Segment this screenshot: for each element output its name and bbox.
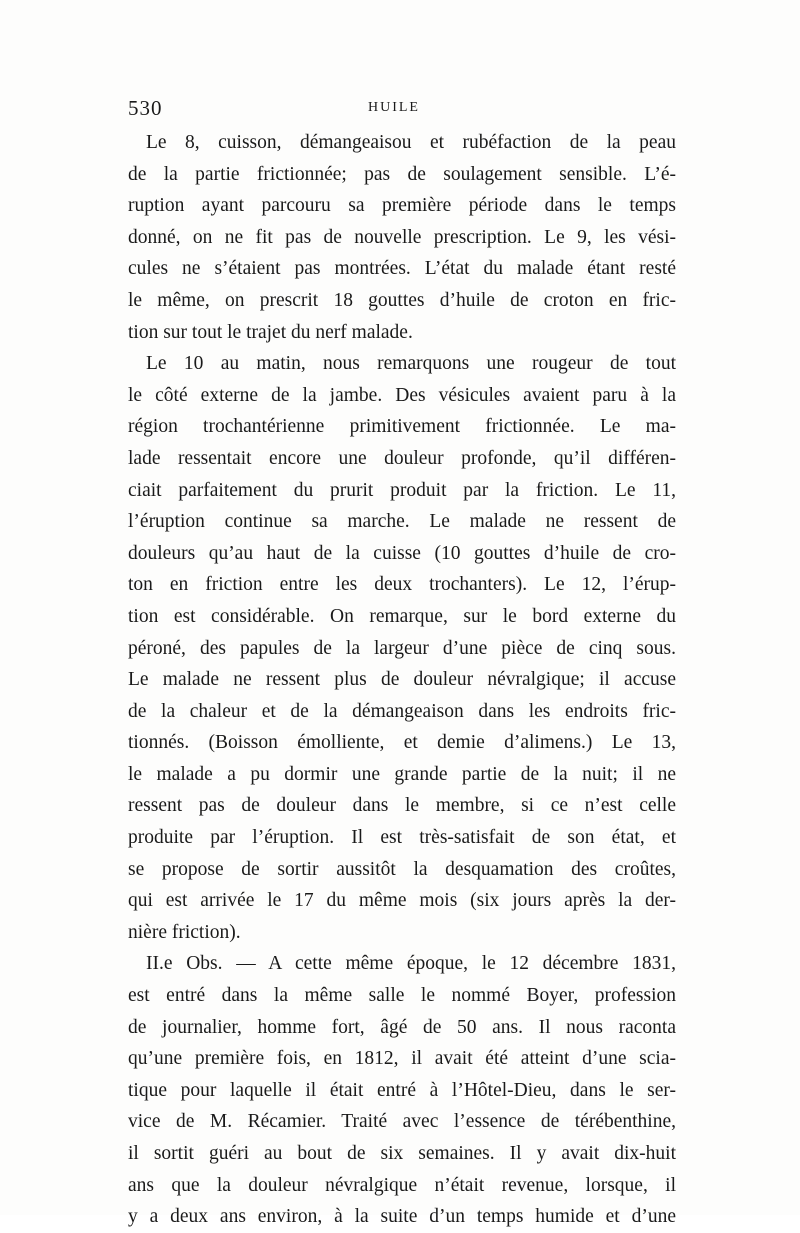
text-line: y a deux ans environ, à la suite d’un temps humide et d’une [128, 1206, 676, 1228]
text-line: ruption ayant parcouru sa première période dans le temps [128, 195, 676, 217]
text-line: l’éruption continue sa marche. Le malade ne ressent de [128, 511, 676, 533]
text-line: il sortit guéri au bout de six semaines. Il y avait dix-huit [128, 1143, 676, 1164]
text-line: de la chaleur et de la démangeaison dans les endroits fric- [128, 700, 676, 722]
text-line: qui est arrivée le 17 du même mois (six jours après la der- [128, 890, 676, 912]
text-line: ton en friction entre les deux trochanters). Le 12, l’érup- [128, 574, 676, 596]
text-line: lade ressentait encore une douleur profonde, qu’il différen- [128, 447, 676, 469]
page-header [128, 96, 673, 126]
text-line: de journalier, homme fort, âgé de 50 ans. Il nous raconta [128, 1016, 676, 1038]
text-line: ans que la douleur névralgique n’était revenue, lorsque, il [128, 1174, 676, 1196]
text-line: cules ne s’étaient pas montrées. L’état du malade étant resté [128, 258, 676, 280]
text-line: le même, on prescrit 18 gouttes d’huile de croton en fric- [128, 289, 676, 311]
text-line: le côté externe de la jambe. Des vésicules avaient paru à la [128, 384, 676, 406]
text-line: Le 10 au matin, nous remarquons une rougeur de tout [146, 353, 676, 375]
text-line: tique pour laquelle il était entré à l’Hôtel-Dieu, dans le ser- [128, 1079, 676, 1101]
text-line: région trochantérienne primitivement frictionnée. Le ma- [128, 416, 676, 438]
text-line: tion est considérable. On remarque, sur le bord externe du [128, 605, 676, 627]
page-number: 530 [128, 96, 163, 120]
text-line: ressent pas de douleur dans le membre, si ce n’est celle [128, 795, 676, 817]
body-text [128, 127, 676, 1233]
text-line: péroné, des papules de la largeur d’une pièce de cinq sous. [128, 637, 676, 659]
text-line: de la partie frictionnée; pas de soulagement sensible. L’é- [128, 163, 676, 185]
text-line: est entré dans la même salle le nommé Boyer, profession [128, 985, 676, 1007]
text-line: donné, on ne fit pas de nouvelle prescription. Le 9, les vési- [128, 226, 676, 248]
running-head: HUILE [368, 100, 420, 115]
text-line: produite par l’éruption. Il est très-satisfait de son état, et [128, 827, 676, 849]
text-line: le malade a pu dormir une grande partie de la nuit; il ne [128, 763, 676, 785]
text-line: tion sur tout le trajet du nerf malade. [128, 321, 413, 343]
text-line: nière friction). [128, 921, 241, 943]
text-line: douleurs qu’au haut de la cuisse (10 gouttes d’huile de cro- [128, 542, 676, 564]
text-line: ciait parfaitement du prurit produit par la friction. Le 11, [128, 479, 676, 501]
text-line: tionnés. (Boisson émolliente, et demie d’alimens.) Le 13, [128, 732, 676, 754]
text-line: II.e Obs. — A cette même époque, le 12 décembre 1831, [146, 953, 676, 975]
text-line: vice de M. Récamier. Traité avec l’essence de térébenthine, [128, 1111, 676, 1133]
text-line: Le 8, cuisson, démangeaisou et rubéfaction de la peau [146, 132, 676, 153]
text-line: Le malade ne ressent plus de douleur névralgique; il accuse [128, 669, 676, 691]
text-line: qu’une première fois, en 1812, il avait été atteint d’une scia- [128, 1048, 676, 1070]
text-line: se propose de sortir aussitôt la desquamation des croûtes, [128, 858, 676, 880]
